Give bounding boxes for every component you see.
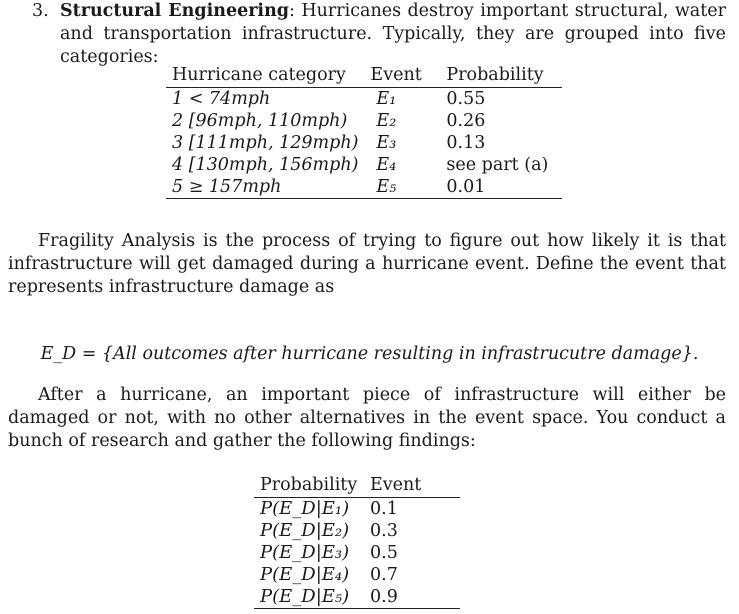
table-row: [254, 520, 460, 542]
probability-cell: 0.26: [446, 111, 486, 131]
value-cell: 0.1: [370, 499, 398, 519]
hurricane-category-table: [166, 64, 562, 199]
table-row: [254, 542, 460, 564]
probability-cell: 0.55: [446, 89, 486, 109]
category-cell: 1 < 74mph: [172, 89, 271, 109]
category-cell: 2 [96mph, 110mph): [172, 111, 348, 131]
problem-title: Structural Engineering: [60, 1, 290, 21]
value-cell: 0.3: [370, 521, 398, 541]
table-row: [254, 564, 460, 586]
category-cell: 5 ≥ 157mph: [166, 176, 364, 199]
value-cell: 0.5: [370, 543, 398, 563]
fragility-paragraph: Fragility Analysis is the process of trying to figure out how likely it is that infrastructure will get damaged during a hurricane event. Define the event that represents infrastructure damage as: [8, 231, 726, 297]
problem-intro: : Hurricanes destroy important structural, water and transportation infrastructure. Typically, they are grouped into five categories:: [60, 1, 726, 67]
damage-event-equation: E_D = {All outcomes after hurricane resulting in infrastrucutre damage}.: [40, 344, 699, 364]
conditional-probability-cell: P(E_D|E₅): [254, 586, 364, 609]
conditional-probability-cell: P(E_D|E₃): [260, 542, 350, 563]
probability-cell: see part (a): [446, 155, 549, 175]
value-cell: 0.7: [370, 565, 398, 585]
problem-number: 3.: [32, 1, 49, 21]
category-cell: 3 [111mph, 129mph): [172, 133, 359, 153]
table-row: [166, 176, 562, 199]
conditional-probability-cell: P(E_D|E₁): [260, 498, 350, 519]
table-row: [166, 132, 562, 154]
event-cell: E₄: [376, 155, 397, 175]
event-cell: E₁: [376, 89, 397, 109]
probability-cell: 0.01: [440, 176, 562, 199]
header-probability: Probability: [440, 64, 562, 88]
event-cell: E₅: [364, 176, 440, 199]
table-row: [166, 110, 562, 132]
header-hurricane-category: Hurricane category: [166, 64, 364, 88]
table-row: [254, 586, 460, 609]
header-event: Event: [364, 474, 460, 498]
probability-cell: 0.13: [446, 133, 486, 153]
header-event: Event: [364, 64, 440, 88]
header-probability: Probability: [254, 474, 364, 498]
conditional-probability-table: [254, 474, 460, 609]
conditional-probability-cell: P(E_D|E₄): [260, 564, 350, 585]
table-row: [254, 498, 460, 521]
table-row: [166, 88, 562, 111]
value-cell: 0.9: [364, 586, 460, 609]
table-row: [166, 154, 562, 176]
event-cell: E₃: [376, 133, 397, 153]
findings-paragraph: After a hurricane, an important piece of infrastructure will either be damaged or not, with no other alternatives in the event space. You conduct a bunch of research and gather the following findings:: [8, 385, 726, 451]
event-cell: E₂: [376, 111, 397, 131]
conditional-probability-cell: P(E_D|E₂): [260, 520, 350, 541]
category-cell: 4 [130mph, 156mph): [172, 155, 359, 175]
